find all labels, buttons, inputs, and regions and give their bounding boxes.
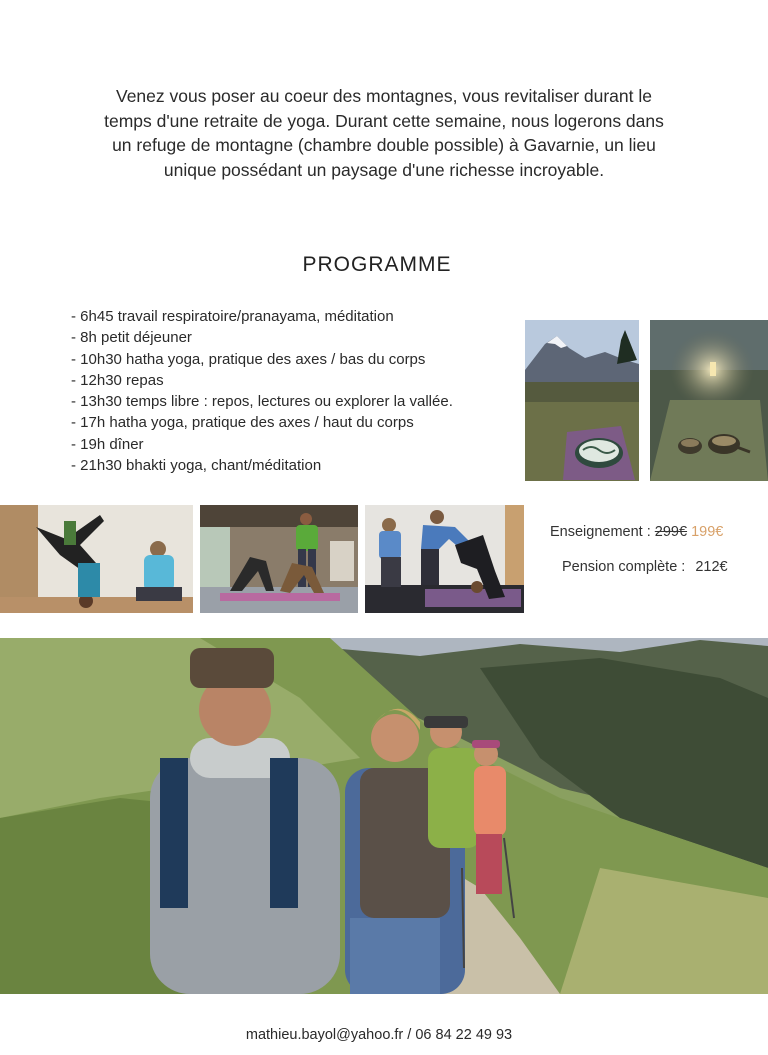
intro-paragraph — [60, 84, 708, 182]
candle-bowls-photo — [650, 320, 768, 481]
intro-line: unique possédant un paysage d'une richesse incroyable. — [163, 159, 605, 180]
teaching-new-price: 199€ — [691, 524, 724, 540]
board-label: Pension complète : — [562, 559, 686, 575]
inversion-yoga-photo — [0, 505, 193, 613]
intro-line: Venez vous poser au coeur des montagnes, vous revitaliser durant le — [115, 86, 652, 106]
schedule-item: - 21h30 bhakti yoga, chant/méditation — [71, 457, 322, 475]
board-price — [562, 559, 728, 575]
yoga-class-photo — [200, 505, 358, 613]
teaching-price — [550, 524, 723, 540]
intro-line: un refuge de montagne (chambre double possible) à Gavarnie, un lieu — [112, 135, 656, 155]
pose-adjustment-photo — [365, 505, 524, 613]
schedule-item: - 19h dîner — [71, 435, 144, 453]
programme-schedule — [71, 306, 453, 476]
teaching-old-price: 299€ — [654, 524, 688, 540]
hiking-group-photo — [0, 638, 768, 994]
schedule-item: - 13h30 temps libre : repos, lectures ou explorer la vallée. — [71, 393, 453, 411]
schedule-item: - 6h45 travail respiratoire/pranayama, méditation — [71, 308, 394, 325]
schedule-item: - 12h30 repas — [71, 371, 164, 389]
intro-line: temps d'une retraite de yoga. Durant cette semaine, nous logerons dans — [104, 110, 664, 131]
schedule-item: - 10h30 hatha yoga, pratique des axes / bas du corps — [71, 350, 426, 368]
teaching-label: Enseignement : — [550, 524, 651, 540]
schedule-item: - 17h hatha yoga, pratique des axes / haut du corps — [71, 414, 414, 432]
contact-footer: mathieu.bayol@yahoo.fr / 06 84 22 49 93 — [245, 1027, 513, 1043]
programme-title: PROGRAMME — [302, 253, 452, 276]
schedule-item: - 8h petit déjeuner — [71, 329, 192, 347]
board-price-value: 212€ — [695, 559, 728, 575]
mountain-bowl-photo — [525, 320, 639, 481]
